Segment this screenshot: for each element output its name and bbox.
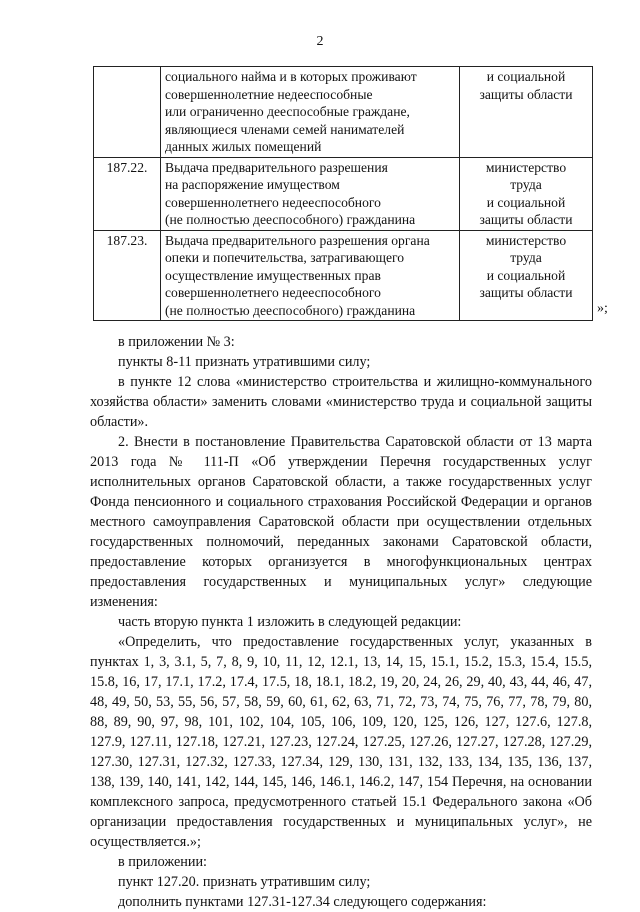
description-line: совершеннолетние недееспособные [165, 86, 373, 102]
description-line: на распоряжение имуществом [165, 177, 340, 192]
organization-line: труда [510, 177, 542, 192]
document-body [90, 332, 592, 912]
table-row [94, 157, 593, 230]
service-description [161, 157, 460, 230]
organization-line: министерство [485, 232, 567, 248]
description-line: Выдача предварительного разрешения [165, 159, 388, 175]
description-line: или ограниченно дееспособные граждане, [165, 104, 410, 119]
responsible-organization [460, 67, 593, 158]
table-row [94, 230, 593, 321]
body-paragraph: дополнить пунктами 127.31-127.34 следующего содержания: [118, 894, 487, 910]
organization-line: и социальной [486, 194, 566, 210]
row-number: 187.22. [94, 157, 161, 230]
organization-line: труда [510, 250, 542, 265]
description-line: совершеннолетнего недееспособного [165, 285, 381, 300]
services-table-body [94, 67, 593, 321]
services-table [93, 66, 593, 321]
body-paragraph: часть вторую пункта 1 изложить в следующей редакции: [118, 614, 462, 630]
organization-line: защиты области [479, 285, 573, 300]
description-line: данных жилых помещений [165, 139, 322, 154]
body-paragraph: в пункте 12 слова «министерство строительства и жилищно-коммунального хозяйства области» заменить словами «министерство труда и социальной защиты области». [90, 374, 592, 430]
description-line: осуществление имущественных прав [165, 267, 381, 283]
responsible-organization [460, 230, 593, 321]
description-line: являющиеся членами семей нанимателей [165, 121, 405, 137]
organization-line: и социальной [486, 69, 566, 84]
table-closing-mark: »; [597, 301, 608, 316]
body-paragraph: 2. Внести в постановление Правительства Саратовской области от 13 марта 2013 года № 111-П «Об утверждении Перечня государственных услуг исполнительных органов Саратовской области, а также государственных услуг Фонда пенсионного и социального страхования Российской Федерации и органов местного самоуправления Саратовской области при осуществлении отдельных государственных полномочий, переданных законами Саратовской области, предоставление которых организуется в многофункциональных центрах предоставления государственных и муниципальных услуг» следующие изменения: [90, 434, 592, 610]
organization-line: защиты области [479, 212, 573, 227]
body-paragraph: в приложении: [118, 854, 207, 870]
service-description [161, 67, 460, 158]
body-paragraph: пункт 127.20. признать утратившим силу; [118, 874, 371, 890]
organization-line: защиты области [479, 86, 573, 102]
body-paragraph: в приложении № 3: [118, 334, 235, 350]
page-number: 2 [316, 34, 324, 49]
service-description [161, 230, 460, 321]
row-number [94, 67, 161, 158]
table-row [94, 67, 593, 158]
row-number: 187.23. [94, 230, 161, 321]
description-line: (не полностью дееспособного) гражданина [165, 302, 416, 318]
body-paragraph: пункты 8-11 признать утратившими силу; [118, 354, 371, 370]
description-line: социального найма и в которых проживают [165, 69, 417, 84]
description-line: совершеннолетнего недееспособного [165, 194, 381, 210]
organization-line: и социальной [486, 267, 566, 283]
organization-line: министерство [485, 159, 567, 175]
description-line: опеки и попечительства, затрагивающего [165, 250, 405, 265]
body-paragraph: «Определить, что предоставление государственных услуг, указанных в пунктах 1, 3, 3.1, 5, 7, 8, 9, 10, 11, 12, 12.1, 13, 14, 15, 15.1, 15.2, 15.3, 15.4, 15.5, 15.8, 16, 17, 17.1, 17.2, 17.4, 17.5, 18, 18.1, 18.2, 19, 20, 24, 26, 29, 40, 43, 44, 46, 47, 48, 49, 50, 53, 55, 56, 57, 58, 59, 60, 61, 62, 63, 71, 72, 73, 74, 75, 76, 77, 78, 79, 80, 88, 89, 90, 97, 98, 101, 102, 104, 105, 106, 109, 120, 125, 126, 127, 127.6, 127.8, 127.9, 127.11, 127.18, 127.21, 127.23, 127.24, 127.25, 127.26, 127.27, 127.28, 127.29, 127.30, 127.31, 127.32, 127.33, 127.34, 129, 130, 131, 132, 133, 134, 135, 136, 137, 138, 139, 140, 141, 142, 144, 145, 146, 146.1, 146.2, 147, 154 Перечня, на основании комплексного запроса, предусмотренного статьей 15.1 Федерального закона «Об организации предоставления государственных и муниципальных услуг», не осуществляется.»; [90, 634, 592, 850]
description-line: (не полностью дееспособного) гражданина [165, 212, 416, 227]
description-line: Выдача предварительного разрешения органа [165, 232, 430, 248]
responsible-organization [460, 157, 593, 230]
